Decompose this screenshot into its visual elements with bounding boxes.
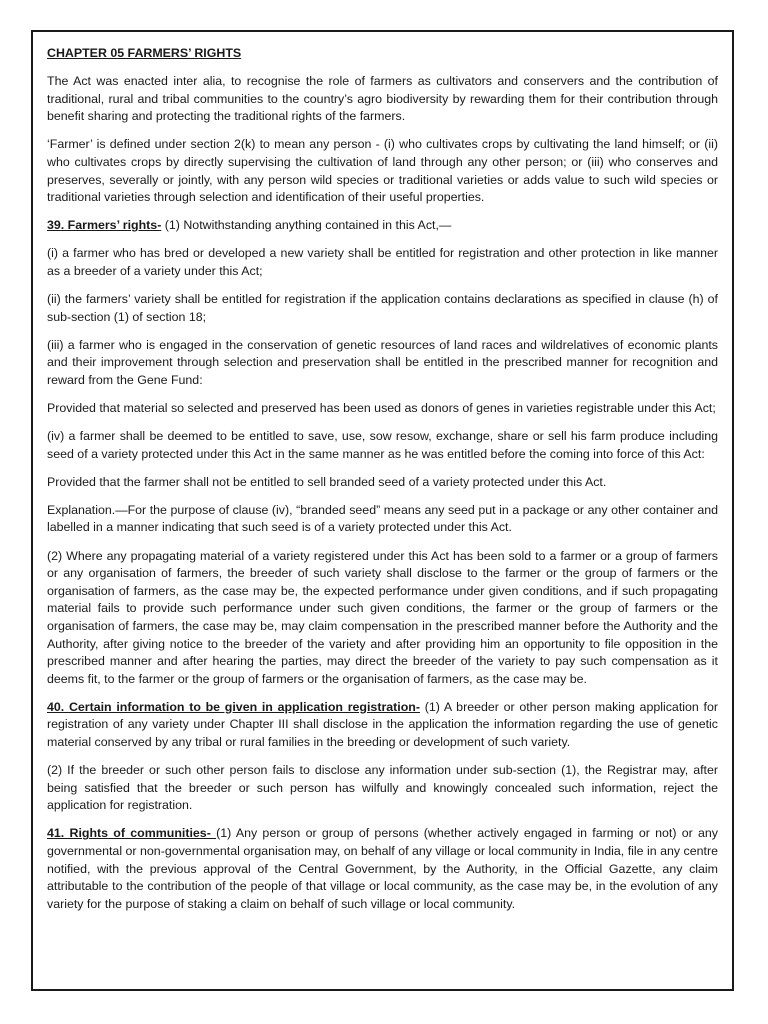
section-39-lead (47, 217, 718, 235)
document-body (47, 45, 718, 913)
section-39-proviso-2: Provided that the farmer shall not be entitled to sell branded seed of a variety protected under this Act. (47, 474, 607, 489)
section-41-lead-text: (1) Any person or group of persons (whether actively engaged in farming or not) or any governmental or non-governmental organisation may, on behalf of any village or local community in India, file in any centre notified, with the previous approval of the Central Government, by the Authority, in the Official Gazette, any claim attributable to the contribution of the people of that village or local community, as the case may be, in the evolution of any variety for the purpose of staking a claim on behalf of such village or local community. (47, 826, 718, 911)
section-41-heading: 41. Rights of communities- (47, 826, 217, 841)
intro-paragraph: The Act was enacted inter alia, to recognise the role of farmers as cultivators and conservers and the contribution of traditional, rural and tribal communities to the country’s agro biodiversity by rewarding them for their contribution through benefit sharing and protecting the traditional rights of the farmers. (47, 74, 718, 124)
section-40-subsection-2: (2) If the breeder or such other person fails to disclose any information under sub-section (1), the Registrar may, after being satisfied that the breeder or such person has wilfully and knowingly concealed such information, reject the application for registration. (47, 763, 718, 813)
section-39-proviso-1: Provided that material so selected and preserved has been used as donors of genes in varieties registrable under this Act; (47, 401, 716, 415)
section-39-lead-text: (1) Notwithstanding anything contained in this Act,— (161, 218, 452, 233)
section-39-explanation: Explanation.—For the purpose of clause (iv), “branded seed” means any seed put in a package or any other container and labelled in a manner indicating that such seed is of a variety protected under this Act. (47, 502, 718, 535)
section-39-clause-i: (i) a farmer who has bred or developed a new variety shall be entitled for registration and other protection in like manner as a breeder of a variety under this Act; (47, 246, 718, 278)
section-39-clause-iii: (iii) a farmer who is engaged in the conservation of genetic resources of land races and wildrelatives of economic plants and their improvement through selection and preservation shall be entitled in the prescribed manner for recognition and reward from the Gene Fund: (47, 337, 718, 387)
section-40-lead (47, 699, 718, 752)
section-40-lead-text: (1) A breeder or other person making application for registration of any variety under Chapter III shall disclose in the application the information regarding the use of genetic material conserved by any tribal or rural families in the breeding or development of such variety. (47, 699, 718, 749)
section-39-subsection-2: (2) Where any propagating material of a variety registered under this Act has been sold to a farmer or a group of farmers or any organisation of farmers, the breeder of such variety shall disclose to the farmer or the group of farmers or the organisation of farmers, as the case may be, the expected performance under given conditions, and if such propagating material fails to provide such performance under such given conditions, the farmer or the group of farmers or the organisation of farmers, the case may be, may claim compensation in the prescribed manner before the Authority and the Authority, after giving notice to the breeder of the variety and after providing him an opportunity to file opposition in the prescribed manner and after hearing the parties, may direct the breeder of the variety to pay such compensation as it deems fit, to the farmer or the group of farmers or the organisation of farmers, as the case may be. (47, 548, 718, 686)
page-border (31, 30, 734, 991)
section-39-clause-iv: (iv) a farmer shall be deemed to be entitled to save, use, sow resow, exchange, share or sell his farm produce including seed of a variety protected under this Act in the same manner as he was entitled before the coming into force of this Act: (47, 429, 718, 461)
farmer-definition-paragraph: ‘Farmer’ is defined under section 2(k) to mean any person - (i) who cultivates crops by cultivating the land himself; or (ii) who cultivates crops by directly supervising the cultivation of land through any other person; or (iii) who conserves and preserves, severally or jointly, with any person wild species or traditional varieties or adds value to such wild species or traditional varieties through selection and identification of their useful properties. (47, 137, 718, 205)
section-41-lead (47, 825, 718, 913)
section-40-heading: 40. Certain information to be given in application registration- (47, 699, 420, 714)
section-39-clause-ii: (ii) the farmers’ variety shall be entitled for registration if the application contains declarations as specified in clause (h) of sub-section (1) of section 18; (47, 292, 718, 324)
chapter-title: CHAPTER 05 FARMERS’ RIGHTS (47, 46, 242, 60)
section-39-heading: 39. Farmers’ rights- (47, 218, 162, 233)
